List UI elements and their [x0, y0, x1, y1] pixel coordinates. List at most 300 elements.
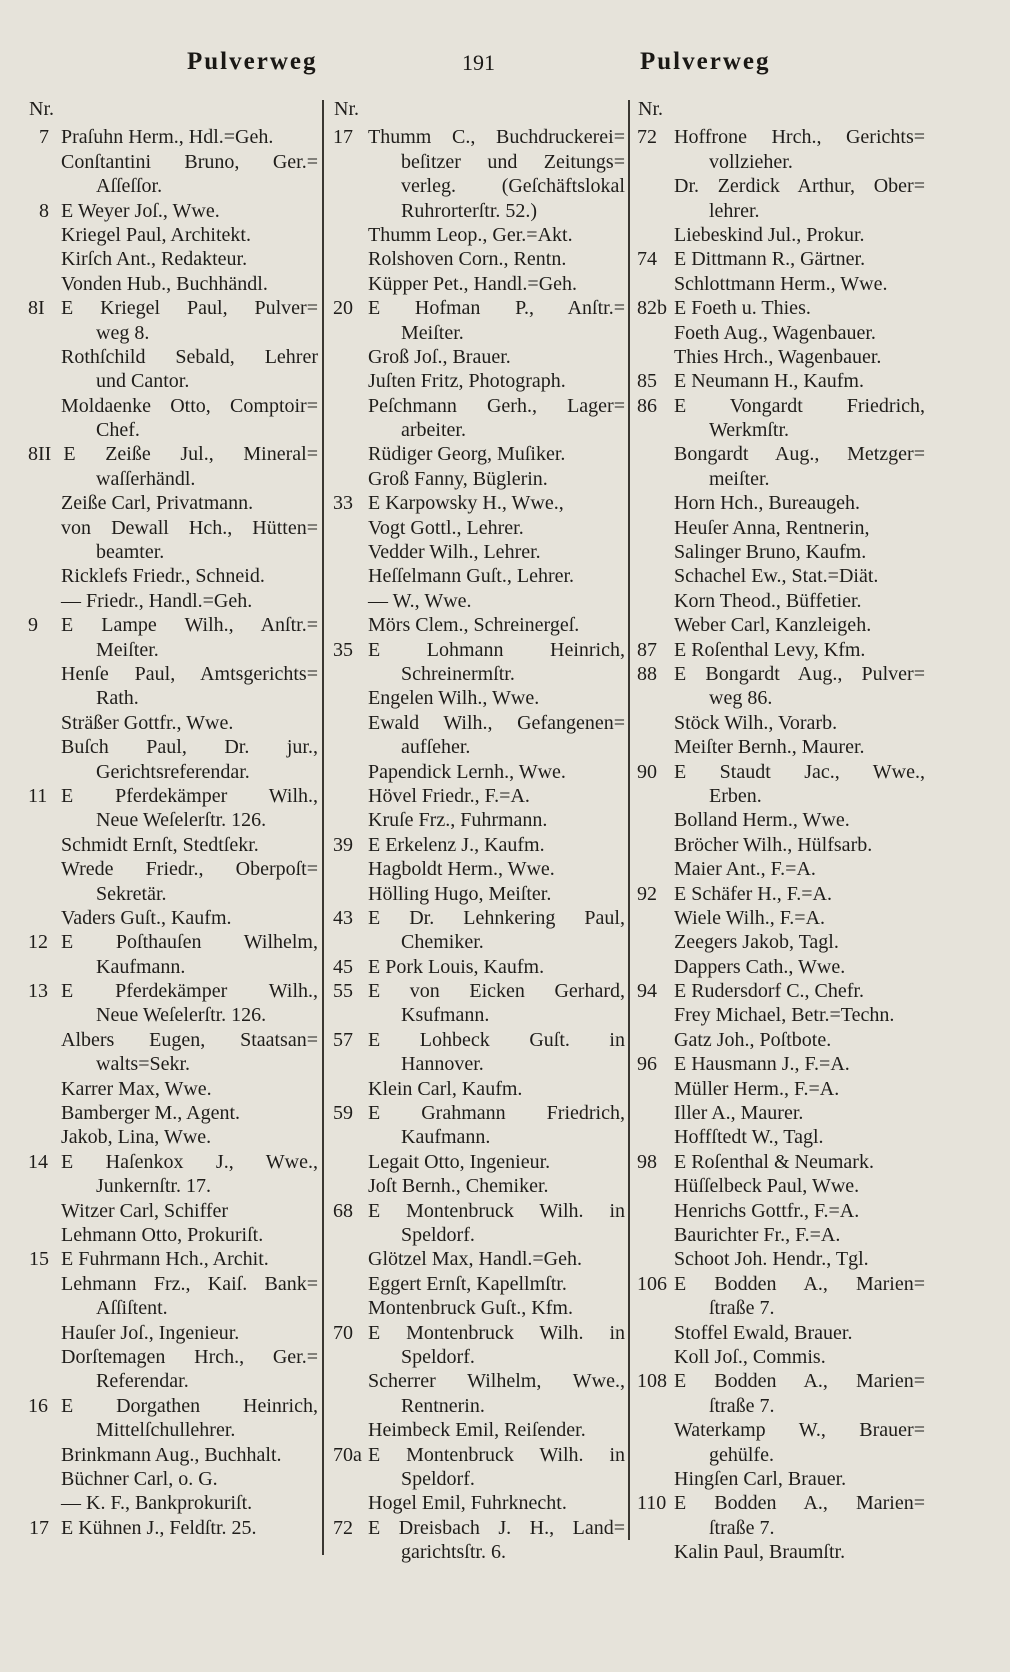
entry-line	[637, 564, 925, 588]
entry-line	[28, 442, 318, 466]
address-entry	[637, 613, 925, 637]
entry-text: Neue Weſelerſtr. 126.	[96, 809, 267, 832]
entry-line	[637, 662, 925, 686]
entry-text: Albers Eugen, Staatsan=	[61, 1028, 318, 1051]
address-entry	[333, 1418, 625, 1442]
entry-text: Ricklefs Friedr., Schneid.	[61, 565, 265, 588]
address-entry	[333, 589, 625, 613]
entry-text: E Zeiße Jul., Mineral=	[63, 443, 318, 466]
house-number: 98	[637, 1150, 657, 1173]
address-entry	[28, 662, 318, 711]
entry-continuation-line	[28, 467, 318, 491]
entry-text: Glötzel Max, Handl.=Geh.	[368, 1248, 583, 1271]
address-entry	[28, 1321, 318, 1345]
entry-continuation-line	[28, 369, 318, 393]
address-entry	[637, 1125, 925, 1149]
entry-line	[333, 1247, 625, 1271]
entry-line	[333, 491, 625, 515]
address-entry	[333, 1369, 625, 1418]
entry-continuation-line	[333, 150, 625, 174]
address-entry	[333, 955, 625, 979]
address-entry	[28, 1150, 318, 1199]
address-entry	[333, 760, 625, 784]
address-entry	[333, 613, 625, 637]
address-entry	[28, 613, 318, 662]
entry-text: Neue Weſelerſtr. 126.	[96, 1004, 267, 1027]
entry-text: E Kriegel Paul, Pulver=	[61, 297, 318, 320]
address-entry	[333, 1296, 625, 1320]
entry-text: Buſch Paul, Dr. jur.,	[61, 736, 318, 759]
entry-continuation-line	[637, 467, 925, 491]
entry-continuation-line	[333, 321, 625, 345]
address-entry	[637, 247, 925, 271]
entry-text: Schoot Joh. Hendr., Tgl.	[674, 1248, 869, 1271]
address-entry	[333, 1077, 625, 1101]
address-entry	[333, 442, 625, 466]
entry-continuation-line	[28, 174, 318, 198]
entry-line	[637, 1125, 925, 1149]
entry-text: Rolshoven Corn., Rentn.	[368, 248, 567, 271]
entry-text: Wiele Wilh., F.=A.	[674, 906, 826, 929]
entry-line	[28, 345, 318, 369]
address-entry	[333, 491, 625, 515]
entry-text: E Foeth u. Thies.	[674, 297, 811, 320]
entry-text: gehülfe.	[709, 1443, 774, 1466]
entry-line	[333, 1174, 625, 1198]
entry-text: Groß Joſ., Brauer.	[368, 345, 511, 368]
address-entry	[637, 345, 925, 369]
entry-continuation-line	[637, 1443, 925, 1467]
address-entry	[333, 296, 625, 345]
address-entry	[28, 1101, 318, 1125]
entry-line	[333, 711, 625, 735]
address-entry	[637, 321, 925, 345]
entry-line	[637, 125, 925, 149]
address-entry	[28, 1223, 318, 1247]
entry-continuation-line	[28, 1369, 318, 1393]
house-number: 82b	[637, 297, 667, 320]
entry-text: Meiſter.	[401, 321, 464, 344]
entry-line	[333, 1077, 625, 1101]
address-entry	[637, 1491, 925, 1540]
address-entry	[28, 735, 318, 784]
address-entry	[333, 272, 625, 296]
address-entry	[28, 394, 318, 443]
house-number: 106	[637, 1272, 667, 1295]
entry-text: Klein Carl, Kaufm.	[368, 1077, 523, 1100]
entry-text: Rüdiger Georg, Muſiker.	[368, 443, 566, 466]
entry-line	[637, 711, 925, 735]
address-entry	[333, 223, 625, 247]
entry-line	[28, 1345, 318, 1369]
address-entry	[637, 1467, 925, 1491]
entry-line	[637, 613, 925, 637]
entry-line	[637, 882, 925, 906]
address-entry	[637, 589, 925, 613]
entry-text: Dr. Zerdick Arthur, Ober=	[674, 175, 925, 198]
entry-text: E Bodden A., Marien=	[674, 1370, 925, 1393]
entry-text: Eggert Ernſt, Kapellmſtr.	[368, 1272, 567, 1295]
address-entry	[28, 125, 318, 149]
house-number: 85	[637, 370, 657, 393]
entry-line	[333, 1418, 625, 1442]
entry-line	[28, 930, 318, 954]
entry-text: Speldorf.	[401, 1345, 475, 1368]
house-number: 20	[333, 297, 353, 320]
entry-continuation-line	[28, 321, 318, 345]
address-entry	[28, 784, 318, 833]
entry-text: Korn Theod., Büffetier.	[674, 589, 862, 612]
entry-text: Chef.	[96, 419, 140, 442]
entry-text: meiſter.	[709, 467, 770, 490]
address-entry	[637, 564, 925, 588]
address-entry	[28, 296, 318, 345]
address-entry	[637, 1150, 925, 1174]
entry-line	[637, 491, 925, 515]
column-header-nr: Nr.	[29, 98, 54, 120]
entry-text: Rath.	[96, 687, 139, 710]
entry-line	[333, 1150, 625, 1174]
entry-line	[28, 833, 318, 857]
address-entry	[28, 979, 318, 1028]
entry-text: Wrede Friedr., Oberpoſt=	[61, 858, 318, 881]
entry-text: Kruſe Frz., Fuhrmann.	[368, 809, 548, 832]
entry-text: ſtraße 7.	[709, 1394, 775, 1417]
entry-line	[28, 199, 318, 223]
address-entry	[637, 930, 925, 954]
address-entry	[637, 1345, 925, 1369]
address-entry	[333, 857, 625, 881]
entry-text: Heſſelmann Guſt., Lehrer.	[368, 565, 575, 588]
address-entry	[637, 638, 925, 662]
entry-text: Rothſchild Sebald, Lehrer	[61, 345, 318, 368]
column-header-nr: Nr.	[334, 98, 359, 120]
address-entry	[333, 1101, 625, 1150]
entry-line	[333, 272, 625, 296]
running-header-right: Pulverweg	[640, 48, 771, 75]
entry-continuation-line	[28, 540, 318, 564]
entry-line	[28, 589, 318, 613]
entry-text: E Dorgathen Heinrich,	[61, 1394, 318, 1417]
entry-line	[333, 589, 625, 613]
address-entry	[28, 930, 318, 979]
entry-line	[28, 564, 318, 588]
entry-text: Legait Otto, Ingenieur.	[368, 1150, 551, 1173]
house-number: 72	[333, 1516, 353, 1539]
entry-text: — Friedr., Handl.=Geh.	[61, 589, 253, 612]
entry-line	[637, 930, 925, 954]
entry-line	[28, 1467, 318, 1491]
entry-continuation-line	[637, 784, 925, 808]
entry-continuation-line	[28, 882, 318, 906]
column-header-nr: Nr.	[638, 98, 663, 120]
entry-line	[637, 1199, 925, 1223]
address-entry	[637, 760, 925, 809]
entry-text: Hagboldt Herm., Wwe.	[368, 858, 555, 881]
address-entry	[28, 1394, 318, 1443]
entry-line	[28, 1223, 318, 1247]
entry-text: Heuſer Anna, Rentnerin,	[674, 516, 870, 539]
address-entry	[333, 1028, 625, 1077]
address-entry	[28, 1077, 318, 1101]
entry-line	[637, 345, 925, 369]
entry-text: lehrer.	[709, 199, 760, 222]
entry-text: Kalin Paul, Braumſtr.	[674, 1541, 846, 1564]
address-entry	[28, 272, 318, 296]
entry-text: E Montenbruck Wilh. in	[368, 1443, 625, 1466]
entry-text: Hövel Friedr., F.=A.	[368, 784, 530, 807]
address-entry	[333, 833, 625, 857]
entry-text: Jakob, Lina, Wwe.	[61, 1126, 212, 1149]
address-entry	[333, 1150, 625, 1174]
entry-continuation-line	[637, 1394, 925, 1418]
address-entry	[637, 906, 925, 930]
address-entry	[333, 516, 625, 540]
house-number: 16	[28, 1394, 48, 1417]
entry-text: Hannover.	[401, 1053, 484, 1076]
entry-text: Foeth Aug., Wagenbauer.	[674, 321, 876, 344]
entry-text: Salinger Bruno, Kaufm.	[674, 541, 867, 564]
address-entry	[333, 1174, 625, 1198]
entry-continuation-line	[637, 1296, 925, 1320]
entry-line	[28, 247, 318, 271]
address-entry	[28, 1516, 318, 1540]
entry-line	[637, 735, 925, 759]
column-rule	[628, 100, 630, 1540]
house-number: 59	[333, 1102, 353, 1125]
entry-line	[28, 1199, 318, 1223]
address-entry	[637, 1028, 925, 1052]
entry-line	[637, 638, 925, 662]
entry-text: E Fuhrmann Hch., Archit.	[61, 1248, 269, 1271]
address-entry	[28, 199, 318, 223]
entry-text: Vogt Gottl., Lehrer.	[368, 516, 524, 539]
column-1	[28, 97, 318, 1540]
address-entry	[28, 1443, 318, 1467]
entry-line	[333, 296, 625, 320]
house-number: 43	[333, 906, 353, 929]
column-3	[637, 97, 925, 1564]
house-number: 35	[333, 638, 353, 661]
entry-line	[333, 1101, 625, 1125]
entry-text: Henrichs Gottfr., F.=A.	[674, 1199, 860, 1222]
entry-continuation-line	[28, 1296, 318, 1320]
house-number: 55	[333, 980, 353, 1003]
address-entry	[637, 1052, 925, 1076]
entry-text: — W., Wwe.	[368, 589, 472, 612]
address-entry	[28, 1125, 318, 1149]
entry-line	[637, 1491, 925, 1515]
entry-text: Praſuhn Herm., Hdl.=Geh.	[61, 126, 274, 149]
entry-text: Sträßer Gottfr., Wwe.	[61, 711, 234, 734]
entry-continuation-line	[333, 1052, 625, 1076]
entry-line	[637, 174, 925, 198]
entry-line	[28, 784, 318, 808]
address-entry	[333, 808, 625, 832]
address-entry	[637, 1369, 925, 1418]
entry-text: E Roſenthal Levy, Kfm.	[674, 638, 866, 661]
entry-text: Ksufmann.	[401, 1004, 490, 1027]
address-entry	[28, 1199, 318, 1223]
entry-continuation-line	[28, 1418, 318, 1442]
entry-line	[333, 467, 625, 491]
entry-text: E Vongardt Friedrich,	[674, 394, 925, 417]
entry-continuation-line	[28, 1174, 318, 1198]
address-entry	[28, 1467, 318, 1491]
column-2	[333, 97, 625, 1564]
address-entry	[28, 1028, 318, 1077]
entry-text: E Karpowsky H., Wwe.,	[368, 492, 564, 515]
entry-line	[28, 1247, 318, 1271]
entry-line	[333, 125, 625, 149]
entry-line	[28, 1028, 318, 1052]
house-number: 70	[333, 1321, 353, 1344]
address-entry	[333, 467, 625, 491]
entry-text: Stoffel Ewald, Brauer.	[674, 1321, 853, 1344]
entry-line	[28, 735, 318, 759]
house-number: 87	[637, 638, 657, 661]
entry-text: E Pork Louis, Kaufm.	[368, 955, 545, 978]
entry-text: E Bodden A., Marien=	[674, 1272, 925, 1295]
entry-line	[637, 1101, 925, 1125]
entry-text: Hogel Emil, Fuhrknecht.	[368, 1492, 567, 1515]
entry-line	[637, 1174, 925, 1198]
entry-text: Schachel Ew., Stat.=Diät.	[674, 565, 879, 588]
house-number: 39	[333, 833, 353, 856]
entry-continuation-line	[333, 1223, 625, 1247]
entry-line	[637, 1028, 925, 1052]
entry-text: Juſten Fritz, Photograph.	[368, 370, 566, 393]
entry-line	[637, 540, 925, 564]
address-entry	[333, 345, 625, 369]
entry-line	[28, 296, 318, 320]
entry-line	[333, 833, 625, 857]
entry-text: Kaufmann.	[401, 1126, 491, 1149]
entry-text: Engelen Wilh., Wwe.	[368, 687, 540, 710]
house-number: 8I	[28, 297, 45, 320]
entry-line	[28, 223, 318, 247]
entry-continuation-line	[333, 174, 625, 198]
entry-text: E Pferdekämper Wilh.,	[61, 980, 318, 1003]
house-number: 88	[637, 663, 657, 685]
entry-line	[333, 442, 625, 466]
entry-line	[28, 662, 318, 686]
entry-text: Witzer Carl, Schiffer	[61, 1199, 229, 1222]
entry-text: Speldorf.	[401, 1467, 475, 1490]
address-entry	[333, 1247, 625, 1271]
address-entry	[28, 833, 318, 857]
address-entry	[28, 1491, 318, 1515]
entry-text: Hoffrone Hrch., Gerichts=	[674, 126, 925, 149]
entry-line	[333, 808, 625, 832]
entry-line	[637, 1467, 925, 1491]
address-entry	[333, 979, 625, 1028]
address-entry	[28, 711, 318, 735]
address-entry	[637, 296, 925, 320]
entry-text: Iller A., Maurer.	[674, 1102, 804, 1125]
entry-line	[637, 247, 925, 271]
entry-text: Weber Carl, Kanzleigeh.	[674, 614, 872, 637]
entry-line	[637, 1540, 925, 1564]
entry-continuation-line	[333, 418, 625, 442]
entry-line	[333, 1516, 625, 1540]
entry-text: E Lampe Wilh., Anſtr.=	[61, 614, 318, 637]
address-entry	[637, 491, 925, 515]
entry-line	[333, 1369, 625, 1393]
address-entry	[333, 906, 625, 955]
entry-continuation-line	[333, 1540, 625, 1564]
entry-line	[28, 1516, 318, 1540]
entry-text: Hoffſtedt W., Tagl.	[674, 1126, 824, 1149]
entry-line	[333, 882, 625, 906]
address-entry	[637, 516, 925, 540]
address-entry	[637, 1321, 925, 1345]
entry-text: arbeiter.	[401, 419, 466, 442]
address-entry	[333, 638, 625, 687]
entry-text: Hauſer Joſ., Ingenieur.	[61, 1321, 240, 1344]
entry-continuation-line	[28, 955, 318, 979]
house-number: 33	[333, 492, 353, 515]
entry-line	[333, 394, 625, 418]
entry-line	[637, 979, 925, 1003]
entry-text: Baurichter Fr., F.=A.	[674, 1223, 841, 1246]
entry-text: Horn Hch., Bureaugeh.	[674, 492, 861, 515]
entry-line	[28, 711, 318, 735]
entry-text: Thumm Leop., Ger.=Akt.	[368, 223, 573, 246]
entry-line	[333, 857, 625, 881]
entry-line	[637, 321, 925, 345]
entry-text: vollzieher.	[709, 150, 793, 173]
entry-line	[28, 857, 318, 881]
entry-text: E Dittmann R., Gärtner.	[674, 248, 866, 271]
entry-line	[637, 516, 925, 540]
house-number: 68	[333, 1199, 353, 1222]
entry-text: Heimbeck Emil, Reiſender.	[368, 1419, 586, 1442]
house-number: 17	[333, 126, 353, 149]
entry-text: — K. F., Bankprokuriſt.	[61, 1492, 253, 1515]
entry-text: Bröcher Wilh., Hülfsarb.	[674, 833, 873, 856]
address-entry	[637, 979, 925, 1003]
address-entry	[637, 1247, 925, 1271]
address-entry	[637, 1418, 925, 1467]
entry-line	[637, 296, 925, 320]
entry-text: Werkmſtr.	[709, 419, 790, 442]
entry-text: aufſeher.	[401, 736, 471, 759]
entry-line	[637, 1272, 925, 1296]
address-entry	[333, 369, 625, 393]
entry-continuation-line	[333, 1003, 625, 1027]
entry-text: Peſchmann Gerh., Lager=	[368, 394, 625, 417]
entry-continuation-line	[28, 760, 318, 784]
entry-text: Stöck Wilh., Vorarb.	[674, 711, 838, 734]
address-entry	[637, 955, 925, 979]
entry-text: E Pferdekämper Wilh.,	[61, 784, 318, 807]
address-entry	[637, 442, 925, 491]
house-number: 7	[39, 126, 49, 149]
address-entry	[333, 711, 625, 760]
house-number: 70a	[333, 1443, 362, 1466]
address-entry	[28, 1345, 318, 1394]
house-number: 9	[28, 614, 38, 637]
house-number: 110	[637, 1492, 667, 1515]
entry-text: Meiſter Bernh., Maurer.	[674, 736, 865, 759]
entry-text: Henſe Paul, Amtsgerichts=	[61, 663, 318, 685]
entry-text: Hingſen Carl, Brauer.	[674, 1467, 847, 1490]
entry-line	[333, 540, 625, 564]
entry-text: Sekretär.	[96, 882, 167, 905]
entry-text: Lehmann Otto, Prokuriſt.	[61, 1223, 264, 1246]
address-entry	[28, 564, 318, 588]
